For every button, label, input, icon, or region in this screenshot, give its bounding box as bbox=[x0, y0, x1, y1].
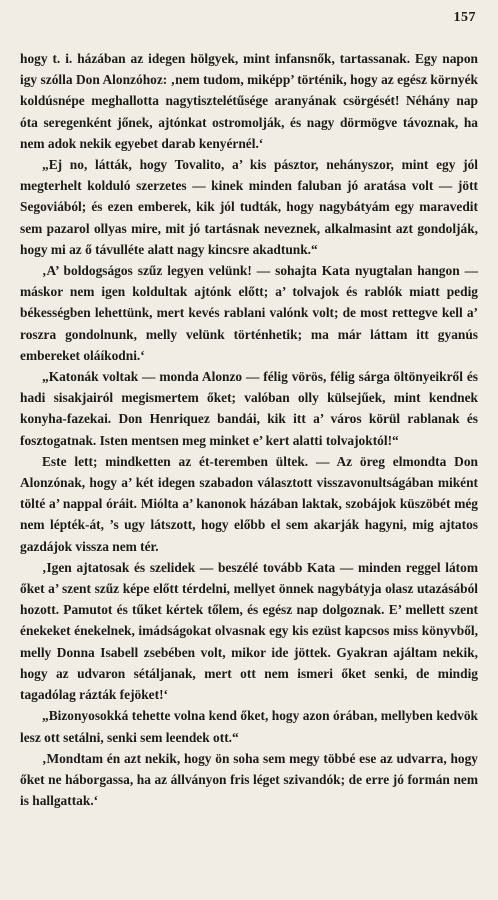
paragraph: hogy t. i. házában az idegen hölgyek, mint infansnők, tartassanak. Egy napon igy szólla Don Alonzóhoz: ‚nem tudom, miképp’ történik, hogy az egész környék koldúsnépe meghallotta nagytisztelétűsége aranyának csörgését! Néhány nap óta seregenként jőnek, ajtónkat ostromolják, és nagy dörmögve távoznak, ha nem adok nekik egyebet darab kenyérnél.‘ bbox=[20, 51, 478, 151]
paragraph: ‚A’ boldogságos szűz legyen velünk! — sohajta Kata nyugtalan hangon — máskor nem igen koldultak ajtónk előtt; a’ tolvajok és rablók miatt pedig békességben lehettünk, mert kevés rablani valónk volt; de most rettegve kell a’ roszra gondolnunk, melly velünk történhetik; ma már láttam itt gyanús embereket oláíkodni.‘ bbox=[20, 263, 478, 363]
paragraph: „Ej no, látták, hogy Tovalito, a’ kis pásztor, nehányszor, mint egy jól megterhelt kolduló szerzetes — kinek minden faluban jó aratása volt — jött Segoviából; és ezen emberek, kik jól tudták, hogy nagybátyám egy maravedit sem pazarol ollyas mire, mit jó tartásnak neveznek, alkalmasint azt gondolják, hogy mi az ő távulléte alatt nagy kincsre akadtunk.“ bbox=[20, 157, 478, 257]
paragraph: Este lett; mindketten az ét-teremben ültek. — Az öreg elmondta Don Alonzónak, hogy a’ két idegen szabadon választott visszavonultságában miként tölté a’ nappal óráit. Miólta a’ kanonok házában laktak, szobájok küszöbét még nem lépték-át, ’s ugy látszott, hogy előbb el sem akarják hagyni, mig ajtatos gazdájok vissza nem tér. bbox=[20, 453, 478, 554]
paragraph: ‚Igen ajtatosak és szelidek — beszélé tovább Kata — minden reggel látom őket a’ szent szűz képe előtt térdelni, mellyet önnek nagybátyja olasz utazásából hozott. Pamutot és tűket kértek tőlem, és egész nap dolgoznak. E’ mellett szent énekeket énekelnek, imádságokat olvasnak egy kis ezüst kapcsos miss könyvből, melly Donna Isabell zsebében volt, mikor ide jöttek. Gyakran ajáltam nekik, hogy az udvaron sétáljanak, mert ott nem ismeri őket senki, de mindig tagadólag rázták fejöket!‘ bbox=[20, 559, 478, 703]
paragraph: „Bizonyosokká tehette volna kend őket, hogy azon órában, mellyben kedvök lesz ott setálni, senki sem leendek ott.“ bbox=[20, 708, 478, 745]
page-number: 157 bbox=[453, 10, 476, 25]
paragraph: ‚Mondtam én azt nekik, hogy ön soha sem megy többé ese az udvarra, hogy őket ne háborgassa, ha az állványon fris léget szivandók; de erre jó formán nem is hallgattak.‘ bbox=[20, 750, 478, 809]
paragraph: „Katonák voltak — monda Alonzo — félig vörös, félig sárga öltönyeikről és hadi sisakjairól megismertem őket; valóban olly külsejűek, mint kendnek konyha-fazekai. Don Henriquez bandái, kik itt a’ város körül rablanak és fosztogatnak. Isten mentsen meg minket e’ kert alatti tolvajoktól!“ bbox=[20, 369, 478, 448]
body-text bbox=[20, 48, 478, 811]
